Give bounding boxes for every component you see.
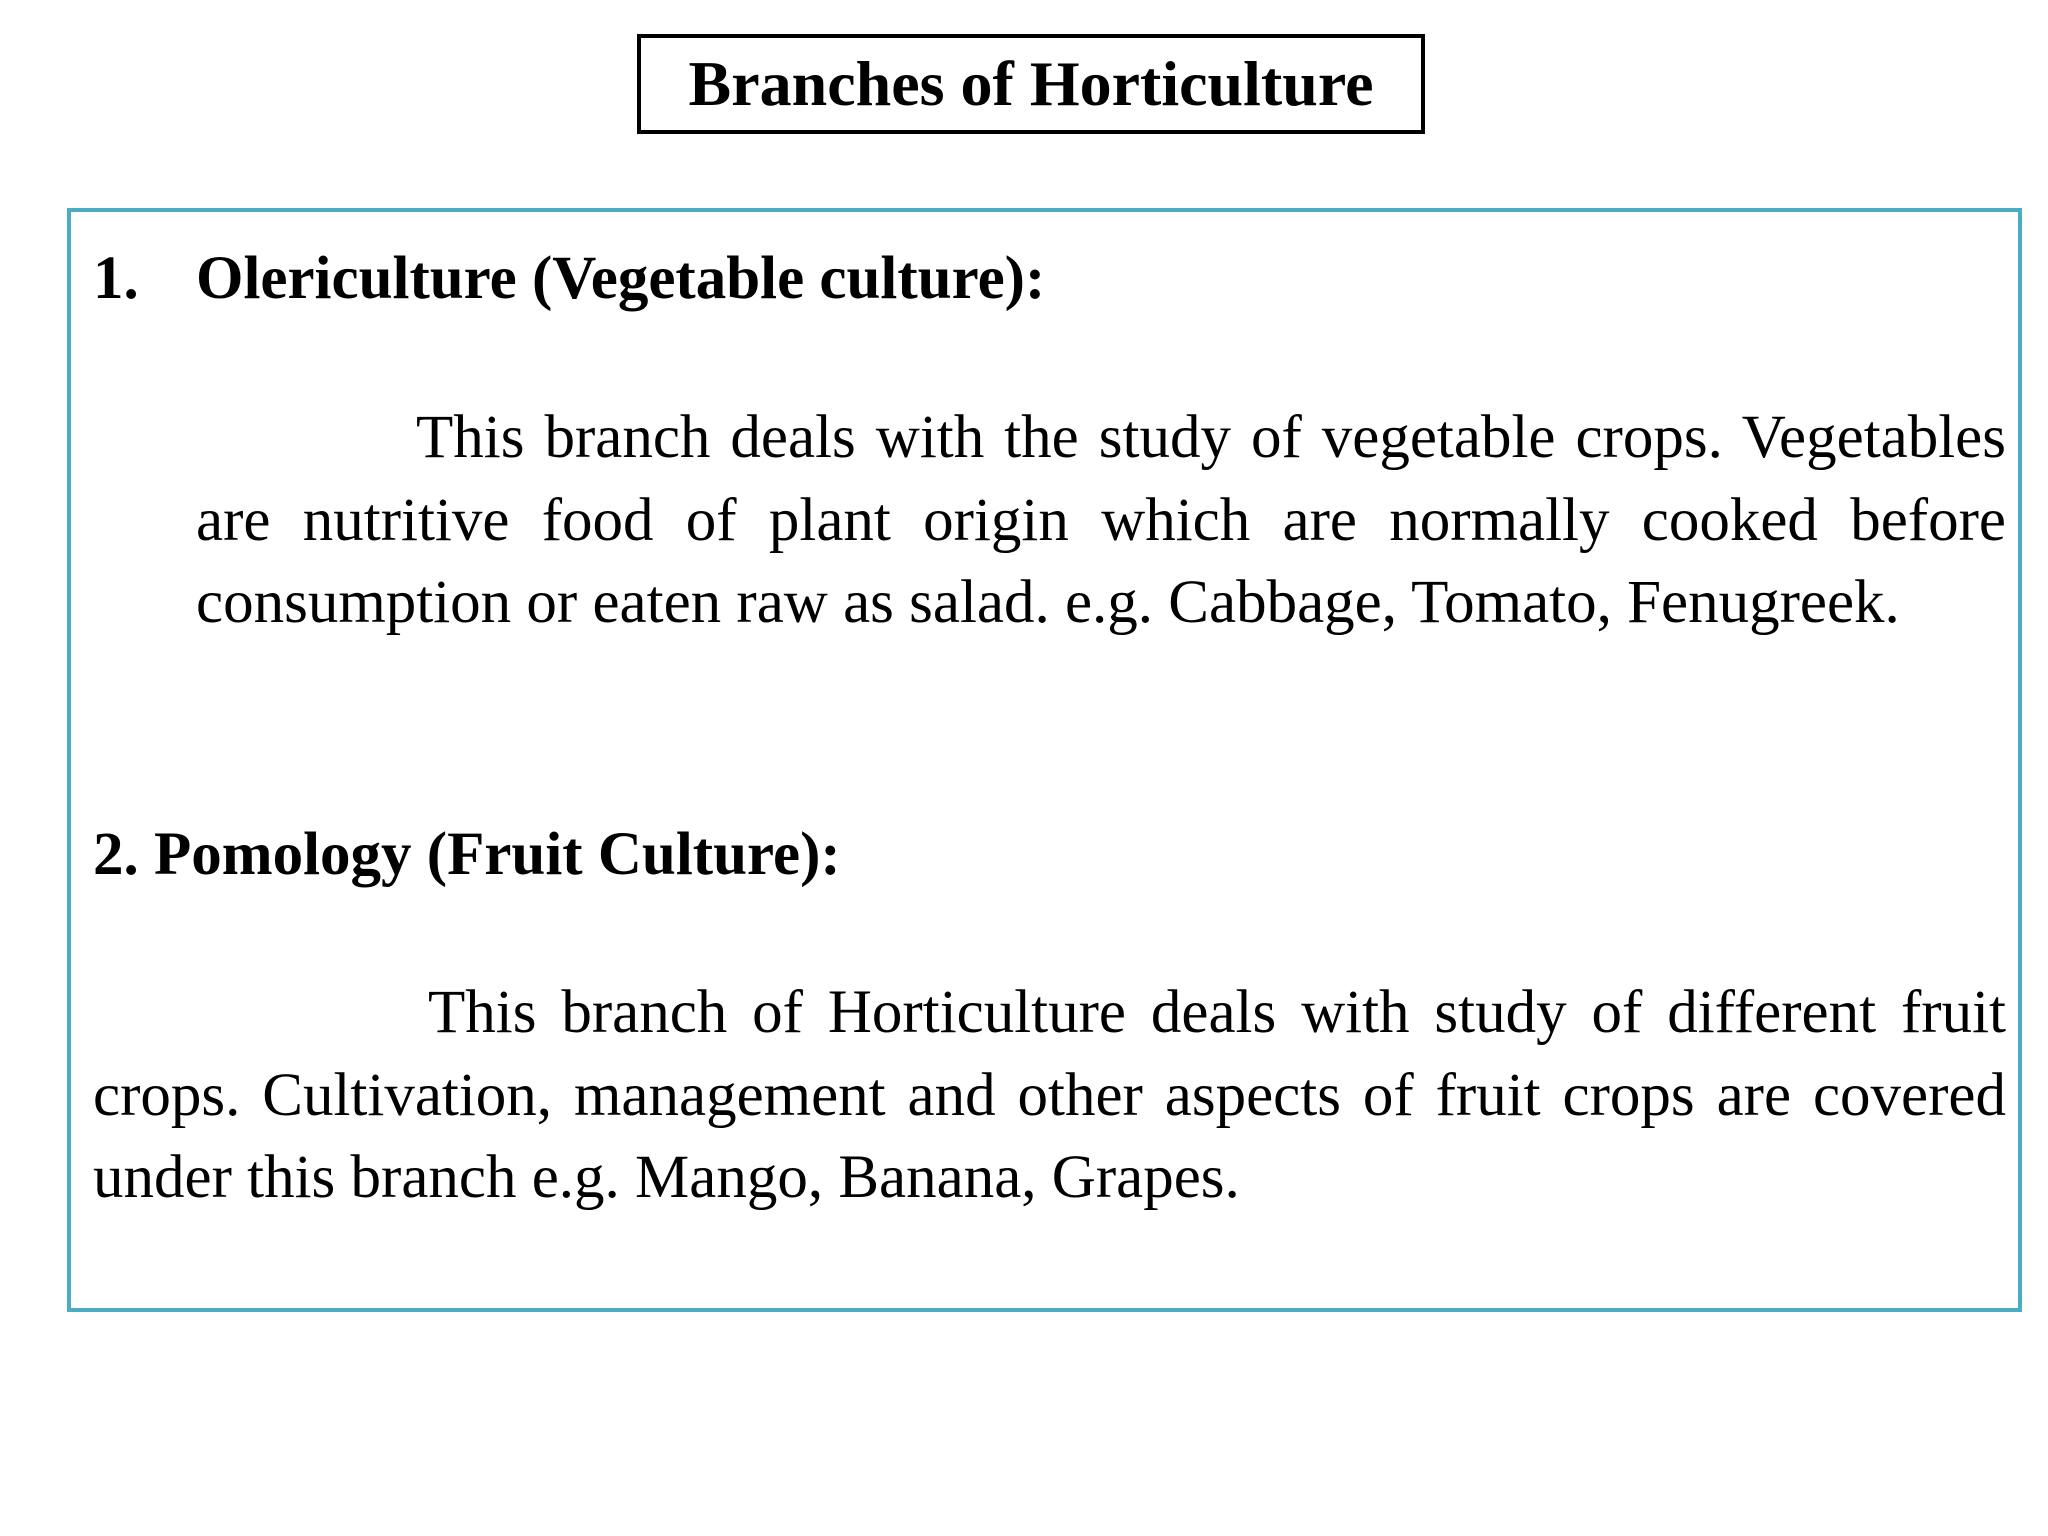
- content-box: [67, 208, 2022, 1312]
- section-number: 2.: [93, 821, 139, 888]
- section-heading-text: Pomology (Fruit Culture):: [154, 821, 841, 888]
- section-number: 1.: [93, 245, 139, 312]
- title-box: [637, 34, 1425, 134]
- section-heading-text: Olericulture (Vegetable culture):: [196, 245, 1046, 312]
- section-heading-pomology: [93, 821, 841, 888]
- section-body-olericulture: This branch deals with the study of vegetable crops. Vegetables are nutritive food of plant origin which are normally cooked before consumption or eaten raw as salad. e.g. Cabbage, Tomato, Fenugreek.: [196, 404, 2006, 636]
- section-heading-olericulture: [93, 245, 1046, 312]
- slide-title: Branches of Horticulture: [688, 48, 1374, 119]
- section-body-pomology: This branch of Horticulture deals with study of different fruit crops. Cultivation, management and other aspects of fruit crops are covered under this branch e.g. Mango, Banana, Grapes.: [93, 979, 2006, 1211]
